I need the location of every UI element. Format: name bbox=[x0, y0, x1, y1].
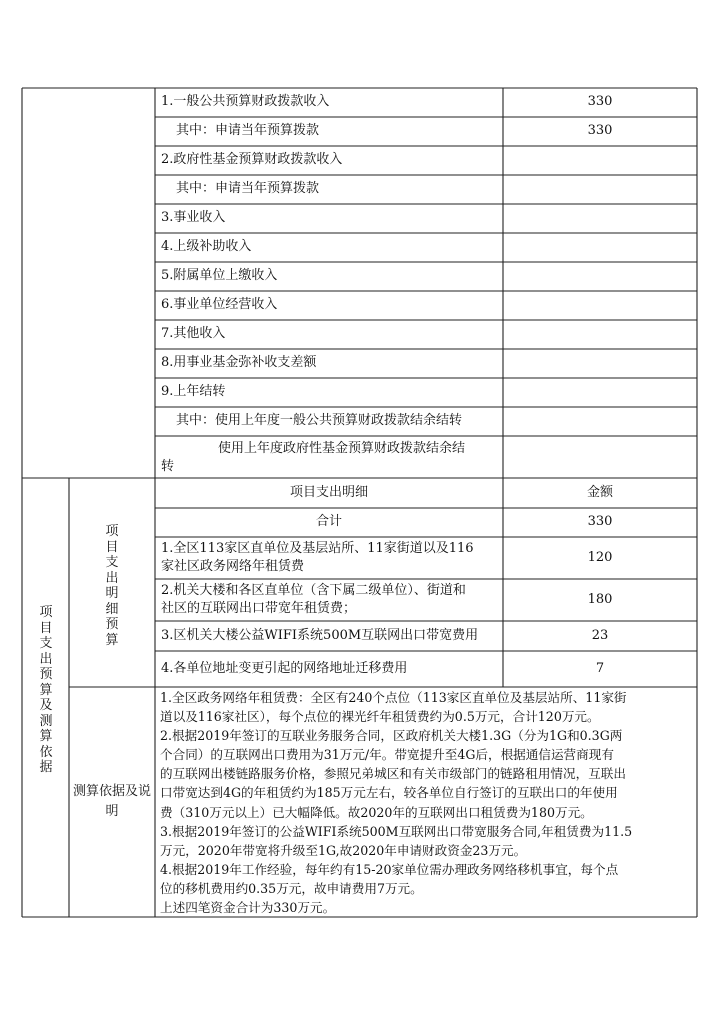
income-label-line2: 转 bbox=[161, 459, 175, 474]
income-label: 5.附属单位上缴收入 bbox=[161, 268, 278, 283]
detail-amount: 23 bbox=[591, 628, 609, 643]
basis-line: 个合同）的互联网出口费用为31万元/年。带宽提升至4G后，根据通信运营商现有 bbox=[160, 747, 614, 763]
detail-amount: 120 bbox=[587, 550, 613, 565]
basis-line: 2.根据2019年签订的互联业务服务合同，区政府机关大楼1.3G（分为1G和0.3G两 bbox=[160, 728, 623, 744]
income-label: 9.上年结转 bbox=[161, 384, 226, 399]
detail-item-line1: 1.全区113家区直单位及基层站所、11家街道以及116 bbox=[161, 541, 474, 556]
basis-line: 的互联网出楼链路服务价格，参照兄弟城区和有关市级部门的链路租用情况，互联出 bbox=[160, 766, 626, 782]
income-amount: 330 bbox=[587, 94, 613, 109]
detail-total-label: 合计 bbox=[315, 514, 342, 529]
detail-total-amount: 330 bbox=[587, 514, 613, 529]
basis-line: 道以及116家社区），每个点位的裸光纤年租赁费约为0.5万元，合计120万元。 bbox=[160, 709, 600, 725]
basis-line: 费（310万元以上）已大幅降低。故2020年的互联网出口租赁费为180万元。 bbox=[160, 804, 593, 820]
income-label: 7.其他收入 bbox=[161, 326, 226, 341]
detail-header-amount: 金额 bbox=[586, 485, 613, 500]
detail-item-line1: 2.机关大楼和各区直单位（含下属二级单位）、街道和 bbox=[161, 583, 466, 598]
detail-item-line2: 家社区政务网络年租赁费 bbox=[161, 559, 305, 574]
basis-line: 万元，2020年带宽将升级至1G,故2020年申请财政资金23万元。 bbox=[160, 842, 527, 858]
income-label: 4.上级补助收入 bbox=[161, 239, 252, 254]
section-title: 项目支出预算及测算依据 bbox=[39, 605, 53, 775]
income-label: 2.政府性基金预算财政拨款收入 bbox=[161, 152, 343, 167]
detail-item-line1: 3.区机关大楼公益WIFI系统500M互联网出口带宽费用 bbox=[161, 628, 479, 643]
income-label: 其中：申请当年预算拨款 bbox=[176, 181, 320, 196]
basis-line: 口带宽达到4G的年租赁约为185万元左右，较各单位自行签订的互联出口的年使用 bbox=[160, 785, 618, 801]
basis-line: 上述四笔资金合计为330万元。 bbox=[160, 900, 336, 916]
detail-amount: 7 bbox=[595, 661, 605, 676]
basis-line: 位的移机费用约0.35万元，故申请费用7万元。 bbox=[160, 880, 423, 896]
income-label: 其中：申请当年预算拨款 bbox=[176, 123, 320, 138]
income-label: 3.事业收入 bbox=[161, 210, 226, 225]
basis-line: 4.根据2019年工作经验，每年约有15-20家单位需办理政务网络移机事宜，每个点 bbox=[160, 861, 619, 877]
basis-line: 3.根据2019年签订的公益WIFI系统500M互联网出口带宽服务合同,年租赁费为11.5 bbox=[160, 823, 633, 839]
detail-item-line2: 社区的互联网出口带宽年租赁费； bbox=[161, 601, 357, 616]
detail-amount: 180 bbox=[587, 592, 613, 607]
income-label: 6.事业单位经营收入 bbox=[161, 297, 278, 312]
income-label-line1: 使用上年度政府性基金预算财政拨款结余结 bbox=[218, 441, 466, 456]
detail-item-line1: 4.各单位地址变更引起的网络地址迁移费用 bbox=[161, 661, 408, 676]
income-amount: 330 bbox=[587, 123, 613, 138]
basis-label: 测算依据及说明 bbox=[72, 784, 151, 819]
income-label: 1.一般公共预算财政拨款收入 bbox=[161, 94, 330, 109]
basis-text bbox=[160, 688, 696, 917]
detail-header-item: 项目支出明细 bbox=[289, 485, 368, 500]
detail-budget-label: 项目支出明细预算 bbox=[105, 524, 119, 648]
income-label: 其中：使用上年度一般公共预算财政拨款结余结转 bbox=[176, 413, 463, 428]
basis-line: 1.全区政务网络年租赁费：全区有240个点位（113家区直单位及基层站所、11家街 bbox=[160, 690, 627, 705]
income-label: 8.用事业基金弥补收支差额 bbox=[161, 355, 317, 370]
